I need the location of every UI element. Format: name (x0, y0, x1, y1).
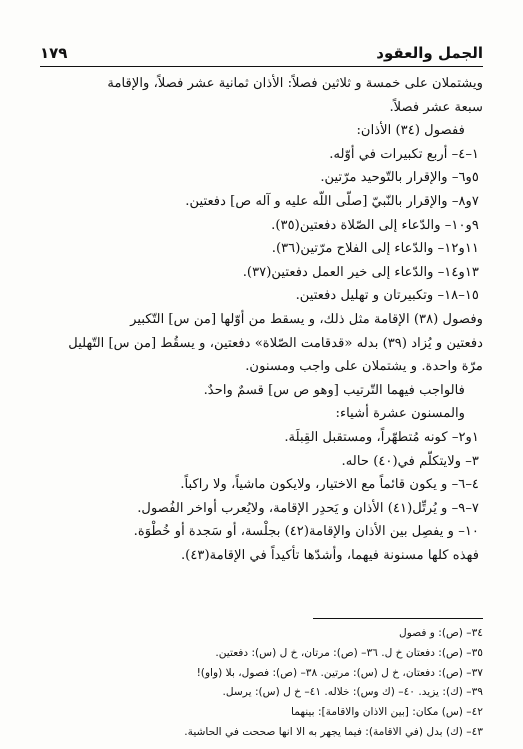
body-line: ويشتملان على خمسة و ثلاثين فصلاً: الأذان ثمانية عشر فصلاً، والإقامة (107, 76, 483, 91)
body-line: فهذه كلها مسنونة فيهما، وأشدّها تأكيداً في الإقامة(٤٣). (180, 547, 479, 563)
list-item: ٤–٦– و يكون قائماً مع الاختيار، ولايكون ماشياً، ولا راكباً. (180, 477, 479, 493)
list-item: ١٠– و يفصِل بين الأذان والإقامة(٤٢) بجلْسة، أو سَجدة أو خُطْوَة. (133, 524, 479, 540)
body-line: فالواجب فيهما التّرتيب [وهو ص س] قسمٌ واحدٌ. (203, 382, 465, 398)
body-line: دفعتين و يُزاد (٣٩) بدله «قدقامت الصّلاة» دفعتين، و يسقُط [من س] التّهليل (68, 335, 483, 351)
section-heading: والمسنون عشرة أشياء: (335, 406, 465, 422)
list-item: ١–٤– أربع تكبيرات في أوّله. (329, 146, 479, 162)
list-item: ١١و١٢– والدّعاء إلى الفلاح مرّتين(٣٦). (271, 241, 479, 257)
body-text (40, 72, 483, 567)
list-item: ١٥–١٨– وتكبيرتان و تهليل دفعتين. (295, 288, 479, 304)
body-line: مرّة واحدة. و يشتملان على واجب ومسنون. (245, 359, 483, 375)
footnote: ٤٢– (س) مكان: [بين الاذان والاقامة]: بينهما (291, 706, 483, 719)
footnote: ٣٩– (ك): يزيد. ٤٠– (ك وس): خلاله. ٤١– خ ل (س): يرسل. (222, 686, 483, 699)
list-item: ٧و٨– والإقرار بالنّبيّ [صلّى اللّه عليه و آله ص] دفعتين. (185, 193, 479, 209)
page-number: ١٧٩ (40, 44, 68, 62)
list-item: ٩و١٠– والدّعاء إلى الصّلاة دفعتين(٣٥). (271, 217, 479, 233)
list-item: ٥و٦– والإقرار بالتّوحيد مرّتين. (320, 170, 479, 186)
section-heading: ففصول (٣٤) الأذان: (356, 123, 465, 139)
footnote-divider (313, 618, 483, 619)
list-item: ٣– ولايتكلّم في(٤٠) حاله. (341, 453, 479, 469)
body-line: سبعة عشر فصلاً. (389, 99, 483, 115)
footnote: ٣٥– (ص): دفعتان خ ل. ٣٦– (ص): مرتان، خ ل (س): دفعتين. (215, 646, 483, 659)
page-header (40, 40, 483, 67)
running-title: الجمل والعقود (376, 44, 483, 62)
list-item: ١و٢– كونه مُتطهّراً، ومستقبل القِبلَة. (284, 429, 479, 445)
footnotes (40, 624, 483, 743)
list-item: ١٣و١٤– والدّعاء إلى خير العمل دفعتين(٣٧). (242, 264, 479, 280)
footnote: ٣٧– (ص): دفعتان، خ ل (س): مرتين. ٣٨– (ص): فصول، بلا (واو)! (196, 666, 483, 679)
list-item: ٧–٩– و يُرتِّل(٤١) الأذان و يَحدِر الإقامة، ولايُعرب أواخر الفُصول. (137, 500, 479, 516)
body-line: وفصول (٣٨) الإقامة مثل ذلك، و يسقط من أوّلها [من س] التّكبير (130, 311, 483, 327)
footnote: ٤٣– (ك) بدل (في الاقامة): فيما يجهر به الا انها صححت في الحاشية. (184, 725, 483, 738)
footnote: ٣٤– (ص): و فصول (399, 627, 483, 639)
